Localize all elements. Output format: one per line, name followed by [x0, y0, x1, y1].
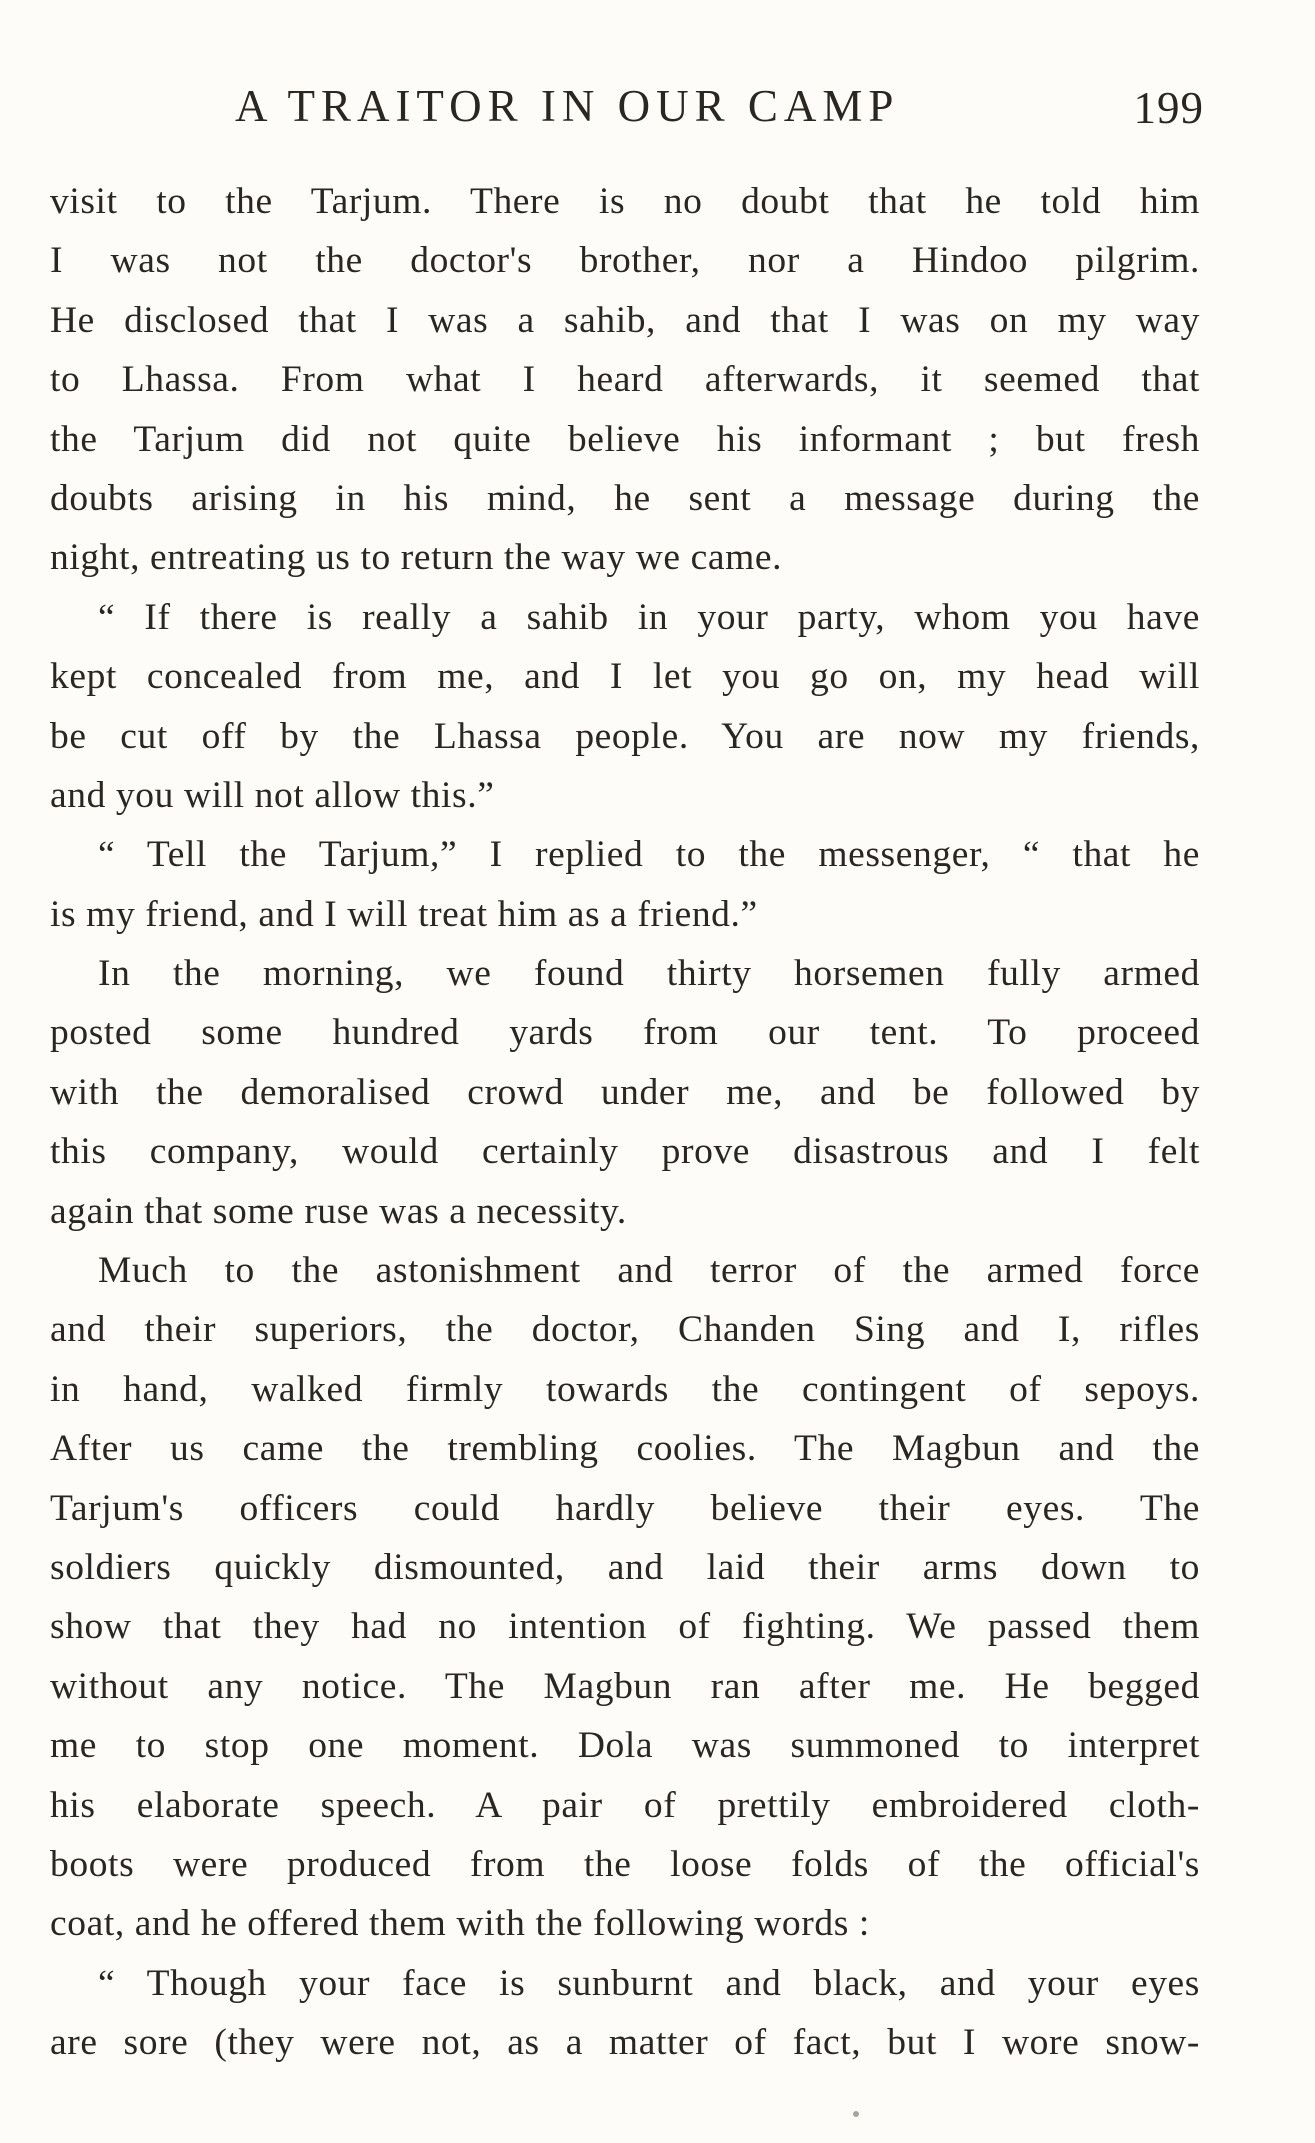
text-line: After us came the trembling coolies. The Magbun and the [50, 1428, 1200, 1470]
text-line: without any notice. The Magbun ran after me. He begged [50, 1665, 1200, 1707]
body-text [50, 172, 1200, 2073]
text-line: this company, would certainly prove disastrous and I felt [50, 1131, 1200, 1173]
text-line: night, entreating us to return the way we came. [50, 537, 783, 579]
text-line: are sore (they were not, as a matter of fact, but I wore snow- [50, 2022, 1200, 2064]
text-line: Tarjum's officers could hardly believe their eyes. The [50, 1487, 1200, 1529]
text-line: is my friend, and I will treat him as a friend.” [50, 893, 758, 935]
text-line: “ Tell the Tarjum,” I replied to the messenger, “ that he [98, 834, 1200, 876]
running-title: A TRAITOR IN OUR CAMP [235, 81, 900, 131]
text-line: and their superiors, the doctor, Chanden Sing and I, rifles [50, 1309, 1200, 1351]
text-line: me to stop one moment. Dola was summoned to interpret [50, 1725, 1200, 1767]
text-line: “ Though your face is sunburnt and black, and your eyes [98, 1962, 1200, 2004]
ink-speck [853, 2111, 859, 2117]
text-line: kept concealed from me, and I let you go on, my head will [50, 656, 1200, 698]
text-line: doubts arising in his mind, he sent a message during the [50, 477, 1200, 519]
text-line: to Lhassa. From what I heard afterwards, it seemed that [50, 359, 1200, 401]
text-line: the Tarjum did not quite believe his informant ; but fresh [50, 418, 1200, 460]
page-number: 199 [1133, 83, 1204, 133]
running-head [50, 80, 1204, 140]
text-line: and you will not allow this.” [50, 774, 495, 816]
text-line: He disclosed that I was a sahib, and that I was on my way [50, 299, 1200, 341]
text-line: boots were produced from the loose folds of the official's [50, 1843, 1200, 1885]
text-line: “ If there is really a sahib in your party, whom you have [98, 596, 1200, 638]
text-line: visit to the Tarjum. There is no doubt that he told him [50, 181, 1200, 222]
text-line: with the demoralised crowd under me, and be followed by [50, 1071, 1200, 1113]
text-line: posted some hundred yards from our tent. To proceed [50, 1012, 1200, 1054]
text-line: in hand, walked firmly towards the contingent of sepoys. [50, 1368, 1200, 1410]
text-line: be cut off by the Lhassa people. You are now my friends, [50, 715, 1200, 757]
text-line: again that some ruse was a necessity. [50, 1190, 627, 1232]
text-line: Much to the astonishment and terror of the armed force [98, 1250, 1200, 1292]
text-line: coat, and he offered them with the following words : [50, 1903, 870, 1945]
text-line: I was not the doctor's brother, nor a Hindoo pilgrim. [50, 240, 1200, 282]
text-line: his elaborate speech. A pair of prettily embroidered cloth- [50, 1784, 1200, 1826]
text-line: soldiers quickly dismounted, and laid their arms down to [50, 1546, 1200, 1588]
text-line: show that they had no intention of fighting. We passed them [50, 1606, 1200, 1648]
text-line: In the morning, we found thirty horsemen fully armed [98, 953, 1200, 995]
